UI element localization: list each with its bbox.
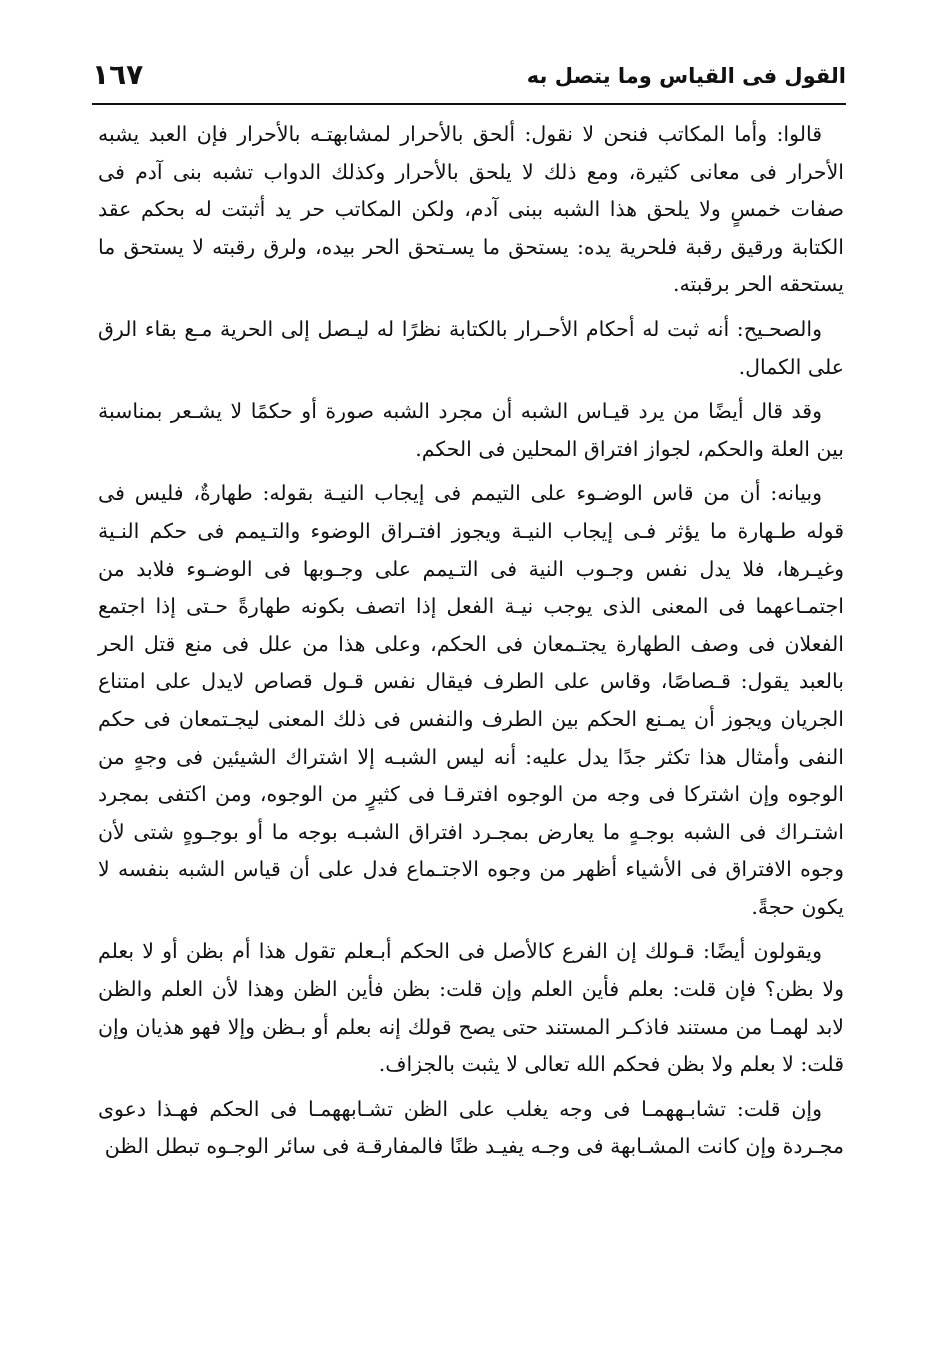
body-text — [98, 116, 844, 1173]
paragraph: قالوا: وأما المكاتب فنحن لا نقول: ألحق بالأحرار لمشابهتـه بالأحرار فإن العبد يشبه الأحرار فى معانى كثيرة، ومع ذلك لا يلحق بالأحرار وكذلك الدواب تشبه بنى آدم فى صفات خمسٍ ولا يلحق هذا الشبه ببنى آدم، ولكن المكاتب حر يد أثبتت له بحكم عقد الكتابة ورقيق رقبة فلحرية يده: يستحق ما يسـتحق الحر بيده، ولرق رقبته لا يستحق ما يستحقه الحر برقبته. — [98, 122, 844, 297]
paragraph: ويقولون أيضًا: قـولك إن الفرع كالأصل فى الحكم أبـعلم تقول هذا أم بظن أو لا بعلم ولا بظن؟ فإن قلت: بعلم فأين العلم وإن قلت: بظن فأين الظن وهذا لأن العلم والظن لابد لهمـا من مستند فاذكـر المستند حتى يصح قولك إنه بعلم أو بـظن وإلا فهو هذيان وإن قلت: لا بعلم ولا بظن فحكم الله تعالى لا يثبت بالجزاف. — [98, 939, 844, 1077]
paragraph: وقد قال أيضًا من يرد قيـاس الشبه أن مجرد الشبه صورة أو حكمًا لا يشـعر بمناسبة بين العلة والحكم، لجواز افتراق المحلين فى الحكم. — [98, 399, 844, 461]
running-title: القول فى القياس وما يتصل به — [526, 64, 846, 88]
running-head — [92, 58, 846, 102]
paragraph: وبيانه: أن من قاس الوضـوء على التيمم فى إيجاب النيـة بقوله: طهارةٌ، فليس فى قوله طـهارة ما يؤثر فـى إيجاب النيـة ويجوز افتـراق الوضوء والتـيمم فى حكم النـية وغيـرها، فلا يدل نفس وجـوب النية فى التـيمم على وجـوبها فى الوضـوء فلابد من اجتمـاعهما فى المعنى الذى يوجب نيـة الفعل إذا اتصف بكونه طهارةً حـتى إذا اجتمع الفعلان فى وصف الطهارة يجتـمعان فى الحكم، وعلى هذا من علل فى منع قتل الحر بالعبد يقول: قـصاصًا، وقاس على الطرف فيقال نفس قـول قصاص لايدل على امتناع الجريان ويجوز أن يمـنع الحكم بين الطرف والنفس فى ذلك المعنى ليجـتمعان فى حكم النفى وأمثال هذا تكثر جدًا يدل عليه: أنه ليس الشبـه إلا اشتراك الشيئين فى وجهٍ من الوجوه وإن اشتركا فى وجه من الوجوه افترقـا فى كثيرٍ من الوجوه، ومن اكتفى بمجرد اشتـراك فى الشبه بوجـهٍ ما يعارض بمجـرد افتراق الشبـه بوجه ما أو بوجـوهٍ شتى لأن وجوه الافتراق فى الأشياء أظهر من وجوه الاجتـماع فدل على أن قياس الشبه بنفسه لا يكون حجةً. — [98, 481, 844, 919]
page-number: ١٦٧ — [92, 58, 144, 91]
header-rule — [92, 103, 846, 105]
paragraph: والصحـيح: أنه ثبت له أحكام الأحـرار بالكتابة نظرًا له ليـصل إلى الحرية مـع بقاء الرق على الكمال. — [98, 316, 844, 379]
paragraph: وإن قلت: تشابـههمـا فى وجه يغلب على الظن تشـابههمـا فى الحكم فهـذا دعوى مجـردة وإن كانت المشـابهة فى وجـه يفيـد ظنًا فالمفارقـة فى سائر الوجـوه تبطل الظن — [98, 1096, 844, 1159]
